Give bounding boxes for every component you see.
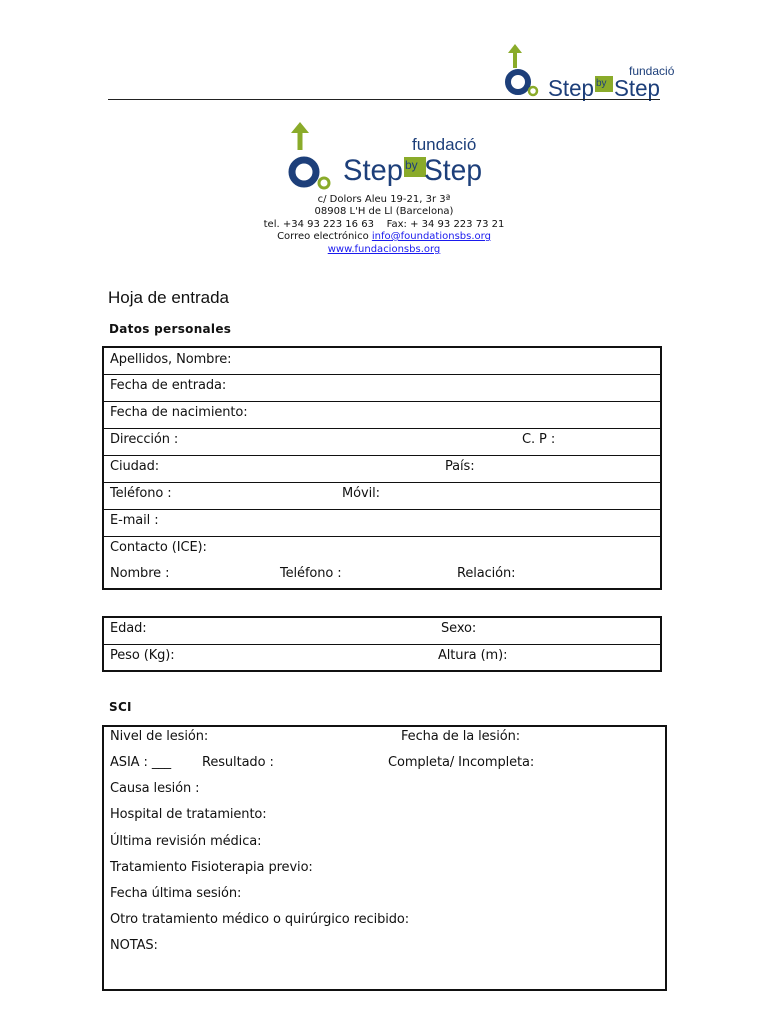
nivel-lesion-label: Nivel de lesión: bbox=[110, 729, 209, 744]
fax-text: Fax: + 34 93 223 73 21 bbox=[386, 219, 505, 230]
fundacio-step-by-step-logo-small bbox=[503, 44, 675, 101]
contacto-telefono-label: Teléfono : bbox=[280, 566, 342, 581]
sci-box bbox=[102, 725, 667, 991]
row-contacto-ice bbox=[104, 537, 660, 588]
row-direccion bbox=[104, 429, 660, 456]
row-fecha-entrada bbox=[104, 375, 660, 402]
website-link[interactable]: www.fundacionsbs.org bbox=[327, 244, 441, 255]
website-line bbox=[0, 244, 768, 257]
apellidos-label: Apellidos, Nombre: bbox=[110, 352, 232, 367]
movil-label: Móvil: bbox=[342, 486, 380, 501]
pais-label: País: bbox=[445, 459, 475, 474]
asia-label: ASIA : ___ bbox=[110, 755, 172, 770]
row-peso bbox=[104, 645, 660, 670]
email-field-label: E-mail : bbox=[110, 513, 159, 528]
peso-label: Peso (Kg): bbox=[110, 648, 175, 663]
sexo-label: Sexo: bbox=[441, 621, 477, 636]
address-line-1: c/ Dolors Aleu 19-21, 3r 3ª bbox=[317, 194, 451, 205]
phone-text: tel. +34 93 223 16 63 bbox=[263, 219, 374, 230]
notas-label: NOTAS: bbox=[110, 938, 158, 953]
resultado-label: Resultado : bbox=[202, 755, 274, 770]
relacion-label: Relación: bbox=[457, 566, 516, 581]
row-edad bbox=[104, 618, 660, 645]
phone-fax-line bbox=[0, 219, 768, 232]
cp-label: C. P : bbox=[522, 432, 556, 447]
svg-text:fundació: fundació bbox=[412, 135, 477, 154]
email-line bbox=[0, 231, 768, 244]
sci-heading: SCI bbox=[109, 700, 132, 714]
direccion-label: Dirección : bbox=[110, 432, 179, 447]
revision-label: Última revisión médica: bbox=[110, 834, 262, 849]
svg-text:fundació: fundació bbox=[629, 64, 675, 78]
ciudad-label: Ciudad: bbox=[110, 459, 160, 474]
personal-data-box bbox=[102, 346, 662, 590]
row-fecha-nacimiento bbox=[104, 402, 660, 429]
svg-text:Step: Step bbox=[424, 154, 482, 187]
address-line-2: 08908 L'H de Ll (Barcelona) bbox=[314, 206, 454, 217]
email-label: Correo electrónico bbox=[277, 231, 369, 242]
svg-text:by: by bbox=[596, 78, 607, 89]
nombre-label: Nombre : bbox=[110, 566, 170, 581]
completa-label: Completa/ Incompleta: bbox=[388, 755, 535, 770]
fisioterapia-label: Tratamiento Fisioterapia previo: bbox=[110, 860, 313, 875]
hospital-label: Hospital de tratamiento: bbox=[110, 807, 267, 822]
svg-text:Step: Step bbox=[614, 75, 660, 101]
page-title: Hoja de entrada bbox=[108, 288, 229, 307]
svg-text:Step: Step bbox=[343, 154, 403, 187]
svg-text:Step: Step bbox=[548, 75, 594, 101]
row-apellidos bbox=[104, 348, 660, 375]
header-divider bbox=[108, 99, 660, 100]
personal-data-heading: Datos personales bbox=[109, 322, 232, 336]
edad-label: Edad: bbox=[110, 621, 147, 636]
fecha-nacimiento-label: Fecha de nacimiento: bbox=[110, 405, 248, 420]
physical-data-box bbox=[102, 616, 662, 672]
row-telefono bbox=[104, 483, 660, 510]
fundacio-step-by-step-logo bbox=[286, 122, 486, 192]
altura-label: Altura (m): bbox=[438, 648, 508, 663]
fecha-entrada-label: Fecha de entrada: bbox=[110, 378, 227, 393]
ultima-sesion-label: Fecha última sesión: bbox=[110, 886, 242, 901]
row-email bbox=[104, 510, 660, 537]
fecha-lesion-label: Fecha de la lesión: bbox=[401, 729, 521, 744]
telefono-label: Teléfono : bbox=[110, 486, 172, 501]
email-link[interactable]: info@foundationsbs.org bbox=[371, 231, 491, 242]
otro-tratamiento-label: Otro tratamiento médico o quirúrgico recibido: bbox=[110, 912, 410, 927]
contacto-label: Contacto (ICE): bbox=[110, 540, 207, 555]
svg-text:by: by bbox=[405, 158, 418, 172]
row-ciudad bbox=[104, 456, 660, 483]
causa-lesion-label: Causa lesión : bbox=[110, 781, 200, 796]
